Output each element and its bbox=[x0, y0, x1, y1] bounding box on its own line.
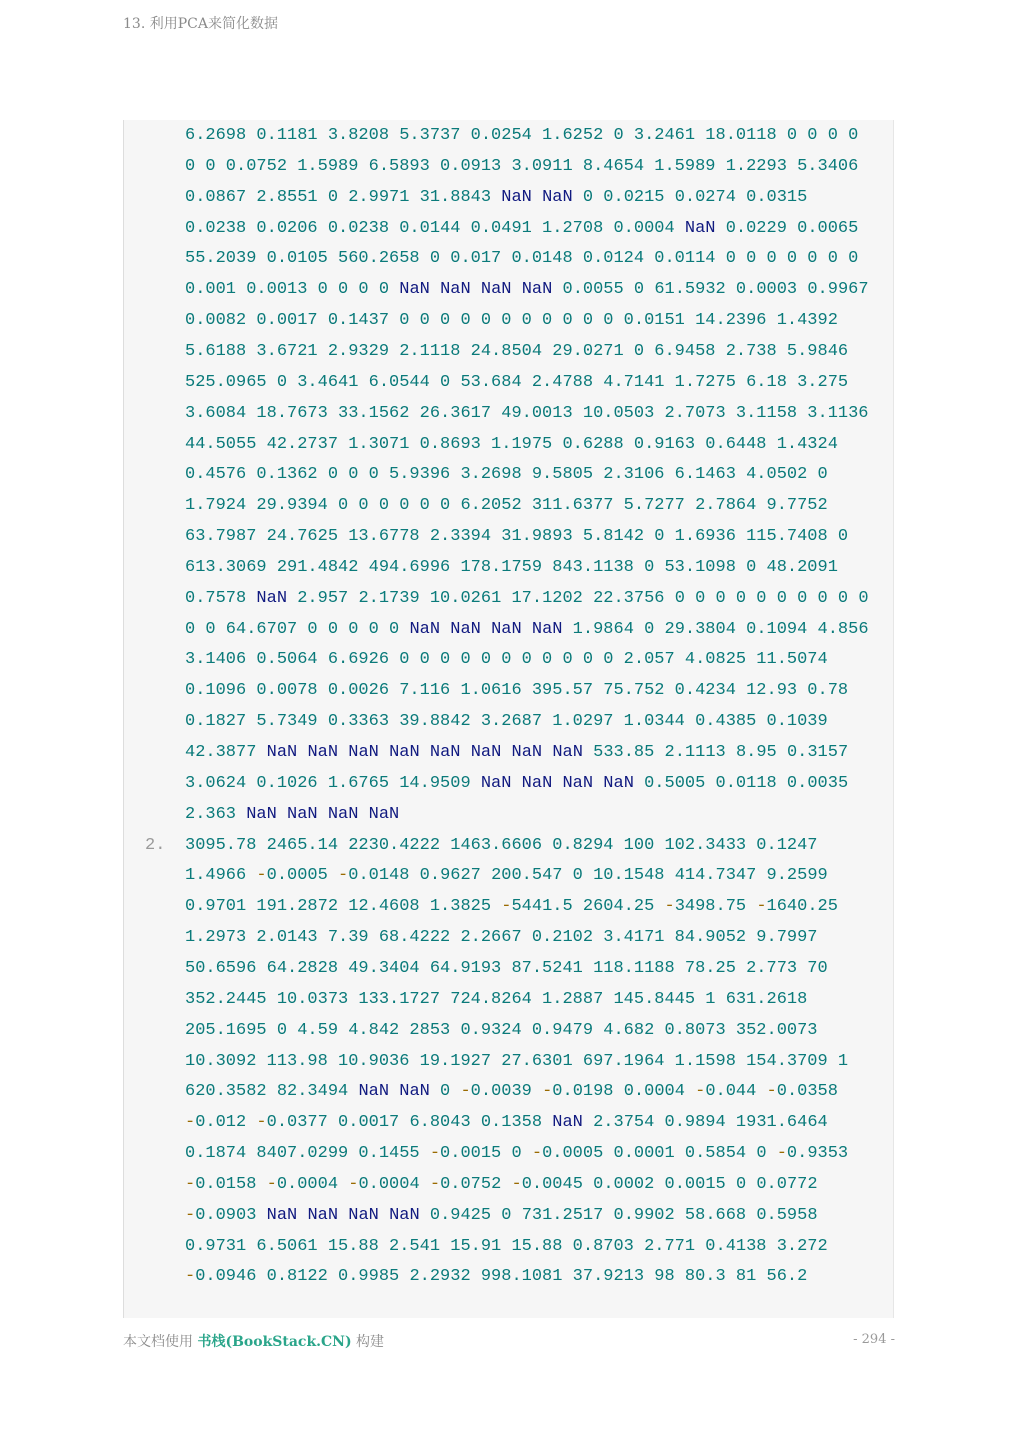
nan-token: NaN bbox=[307, 743, 339, 762]
minus-sign: - bbox=[256, 1113, 267, 1133]
code-line: 1.2973 2.0143 7.39 68.4222 2.2667 0.2102 3.4171 84.9052 9.7997 bbox=[185, 928, 818, 948]
code-line: 44.5055 42.2737 1.3071 0.8693 1.1975 0.6288 0.9163 0.6448 1.4324 bbox=[185, 434, 838, 454]
code-line: 1.7924 29.9394 0 0 0 0 0 0 6.2052 311.6377 5.7277 2.7864 9.7752 bbox=[185, 496, 828, 516]
minus-sign: - bbox=[664, 897, 675, 917]
nan-token: NaN bbox=[684, 218, 716, 238]
minus-sign: - bbox=[542, 1082, 553, 1102]
code-line: 0.9731 6.5061 15.88 2.541 15.91 15.88 0.8703 2.771 0.4138 3.272 bbox=[185, 1236, 828, 1256]
nan-token: NaN bbox=[266, 1205, 298, 1225]
code-line: 613.3069 291.4842 494.6996 178.1759 843.1138 0 53.1098 0 48.2091 bbox=[185, 557, 838, 577]
minus-sign: - bbox=[460, 1082, 471, 1102]
nan-token: NaN bbox=[429, 743, 461, 762]
code-line: 0.1874 8407.0299 0.1455 -0.0015 0 -0.0005 0.0001 0.5854 0 -0.9353 bbox=[185, 1144, 849, 1164]
code-line: 0.9701 191.2872 12.4608 1.3825 -5441.5 2604.25 -3498.75 -1640.25 bbox=[185, 897, 838, 917]
minus-sign: - bbox=[185, 1267, 196, 1287]
nan-token: NaN bbox=[256, 588, 288, 608]
minus-sign: - bbox=[348, 1174, 359, 1194]
code-line: -0.0903 NaN NaN NaN NaN 0.9425 0 731.2517 0.9902 58.668 0.5958 bbox=[185, 1205, 818, 1225]
nan-token: NaN bbox=[521, 773, 553, 793]
code-line: 352.2445 10.0373 133.1727 724.8264 1.2887 145.8445 1 631.2618 bbox=[185, 989, 808, 1009]
code-line-number: 2. bbox=[145, 835, 166, 855]
nan-token: NaN bbox=[521, 280, 553, 300]
page-number: - 294 - bbox=[853, 1332, 895, 1347]
nan-token: NaN bbox=[399, 280, 430, 300]
nan-token: NaN bbox=[480, 280, 512, 300]
code-line: -0.0158 -0.0004 -0.0004 -0.0752 -0.0045 0.0002 0.0015 0 0.0772 bbox=[185, 1174, 818, 1194]
nan-token: NaN bbox=[552, 743, 583, 762]
nan-token: NaN bbox=[440, 280, 471, 300]
code-line: 0.4576 0.1362 0 0 0 5.9396 3.2698 9.5805 2.3106 6.1463 4.0502 0 bbox=[185, 465, 828, 485]
minus-sign: - bbox=[695, 1082, 706, 1102]
code-line: 3.1406 0.5064 6.6926 0 0 0 0 0 0 0 0 0 0 0 2.057 4.0825 11.5074 bbox=[185, 650, 828, 670]
minus-sign: - bbox=[185, 1113, 196, 1133]
nan-token: NaN bbox=[368, 804, 400, 824]
nan-token: NaN bbox=[531, 619, 563, 639]
nan-token: NaN bbox=[389, 743, 420, 762]
nan-token: NaN bbox=[348, 743, 379, 762]
code-line: -0.012 -0.0377 0.0017 6.8043 0.1358 NaN 2.3754 0.9894 1931.6464 bbox=[185, 1113, 828, 1133]
minus-sign: - bbox=[185, 1205, 196, 1225]
nan-token: NaN bbox=[491, 619, 522, 639]
code-line: 6.2698 0.1181 3.8208 5.3737 0.0254 1.6252 0 3.2461 18.0118 0 0 0 0 bbox=[185, 126, 859, 145]
nan-token: NaN bbox=[552, 1113, 583, 1133]
nan-token: NaN bbox=[389, 1205, 420, 1225]
nan-token: NaN bbox=[399, 1082, 430, 1102]
nan-token: NaN bbox=[287, 804, 318, 824]
code-line: 205.1695 0 4.59 4.842 2853 0.9324 0.9479 4.682 0.8073 352.0073 bbox=[185, 1020, 818, 1040]
nan-token: NaN bbox=[409, 619, 441, 639]
code-line: 1.4966 -0.0005 -0.0148 0.9627 200.547 0 10.1548 414.7347 9.2599 bbox=[185, 866, 828, 886]
minus-sign: - bbox=[776, 1144, 787, 1164]
code-line: 42.3877 NaN NaN NaN NaN NaN NaN NaN NaN 533.85 2.1113 8.95 0.3157 bbox=[185, 743, 849, 762]
minus-sign: - bbox=[511, 1174, 522, 1194]
nan-token: NaN bbox=[501, 187, 532, 207]
minus-sign: - bbox=[429, 1174, 441, 1194]
page-header-title: 13. 利用PCA来简化数据 bbox=[123, 16, 278, 32]
nan-token: NaN bbox=[246, 804, 277, 824]
minus-sign: - bbox=[756, 897, 767, 917]
nan-token: NaN bbox=[562, 773, 594, 793]
code-line: 2.363 NaN NaN NaN NaN bbox=[185, 804, 400, 824]
footer-suffix: 构建 bbox=[351, 1334, 385, 1350]
nan-token: NaN bbox=[603, 773, 634, 793]
minus-sign: - bbox=[501, 897, 512, 917]
code-line: 63.7987 24.7625 13.6778 2.3394 31.9893 5.8142 0 1.6936 115.7408 0 bbox=[185, 527, 849, 547]
minus-sign: - bbox=[429, 1144, 441, 1164]
code-line: 55.2039 0.0105 560.2658 0 0.017 0.0148 0.0124 0.0114 0 0 0 0 0 0 0 bbox=[185, 249, 859, 269]
code-line: 50.6596 64.2828 49.3404 64.9193 87.5241 118.1188 78.25 2.773 70 bbox=[185, 958, 828, 978]
code-line: 5.6188 3.6721 2.9329 2.1118 24.8504 29.0271 0 6.9458 2.738 5.9846 bbox=[185, 341, 849, 361]
minus-sign: - bbox=[256, 866, 267, 886]
code-block bbox=[123, 120, 894, 1318]
code-line: 0.0867 2.8551 0 2.9971 31.8843 NaN NaN 0 0.0215 0.0274 0.0315 bbox=[185, 187, 808, 207]
nan-token: NaN bbox=[327, 804, 359, 824]
code-line: 0.7578 NaN 2.957 2.1739 10.0261 17.1202 22.3756 0 0 0 0 0 0 0 0 0 0 bbox=[185, 588, 869, 608]
nan-token: NaN bbox=[542, 187, 573, 207]
nan-token: NaN bbox=[511, 743, 543, 762]
nan-token: NaN bbox=[470, 743, 502, 762]
nan-token: NaN bbox=[266, 743, 298, 762]
code-line: 0.0238 0.0206 0.0238 0.0144 0.0491 1.2708 0.0004 NaN 0.0229 0.0065 bbox=[185, 218, 859, 238]
code-line: 525.0965 0 3.4641 6.0544 0 53.684 2.4788 4.7141 1.7275 6.18 3.275 bbox=[185, 372, 849, 392]
nan-token: NaN bbox=[307, 1205, 339, 1225]
code-line: 3.6084 18.7673 33.1562 26.3617 49.0013 10.0503 2.7073 3.1158 3.1136 bbox=[185, 403, 869, 423]
code-line: 10.3092 113.98 10.9036 19.1927 27.6301 697.1964 1.1598 154.3709 1 bbox=[185, 1051, 849, 1071]
code-line: 3.0624 0.1026 1.6765 14.9509 NaN NaN NaN NaN 0.5005 0.0118 0.0035 bbox=[185, 773, 849, 793]
code-line: 0.1096 0.0078 0.0026 7.116 1.0616 395.57 75.752 0.4234 12.93 0.78 bbox=[185, 681, 849, 701]
code-line: 0 0 64.6707 0 0 0 0 0 NaN NaN NaN NaN 1.9864 0 29.3804 0.1094 4.856 bbox=[185, 619, 869, 639]
code-line: 0.0082 0.0017 0.1437 0 0 0 0 0 0 0 0 0 0 0 0.0151 14.2396 1.4392 bbox=[185, 311, 838, 331]
code-line: 620.3582 82.3494 NaN NaN 0 -0.0039 -0.0198 0.0004 -0.044 -0.0358 bbox=[185, 1082, 838, 1102]
code-line: -0.0946 0.8122 0.9985 2.2932 998.1081 37.9213 98 80.3 81 56.2 bbox=[185, 1267, 808, 1287]
code-line: 0.001 0.0013 0 0 0 0 NaN NaN NaN NaN 0.0055 0 61.5932 0.0003 0.9967 bbox=[185, 280, 869, 300]
nan-token: NaN bbox=[358, 1082, 390, 1102]
nan-token: NaN bbox=[480, 773, 512, 793]
nan-token: NaN bbox=[348, 1205, 379, 1225]
page-footer-credit bbox=[123, 1331, 384, 1351]
code-line: 3095.78 2465.14 2230.4222 1463.6606 0.8294 100 102.3433 0.1247 bbox=[185, 835, 818, 855]
minus-sign: - bbox=[766, 1082, 777, 1102]
code-line: 0 0 0.0752 1.5989 6.5893 0.0913 3.0911 8.4654 1.5989 1.2293 5.3406 bbox=[185, 156, 859, 176]
minus-sign: - bbox=[531, 1144, 543, 1164]
nan-token: NaN bbox=[450, 619, 481, 639]
code-line: 0.1827 5.7349 0.3363 39.8842 3.2687 1.0297 1.0344 0.4385 0.1039 bbox=[185, 712, 828, 732]
minus-sign: - bbox=[185, 1174, 196, 1194]
minus-sign: - bbox=[266, 1174, 277, 1194]
footer-prefix: 本文档使用 bbox=[123, 1334, 198, 1350]
minus-sign: - bbox=[338, 866, 349, 886]
footer-brand-link[interactable]: 书栈(BookStack.CN) bbox=[197, 1334, 352, 1350]
